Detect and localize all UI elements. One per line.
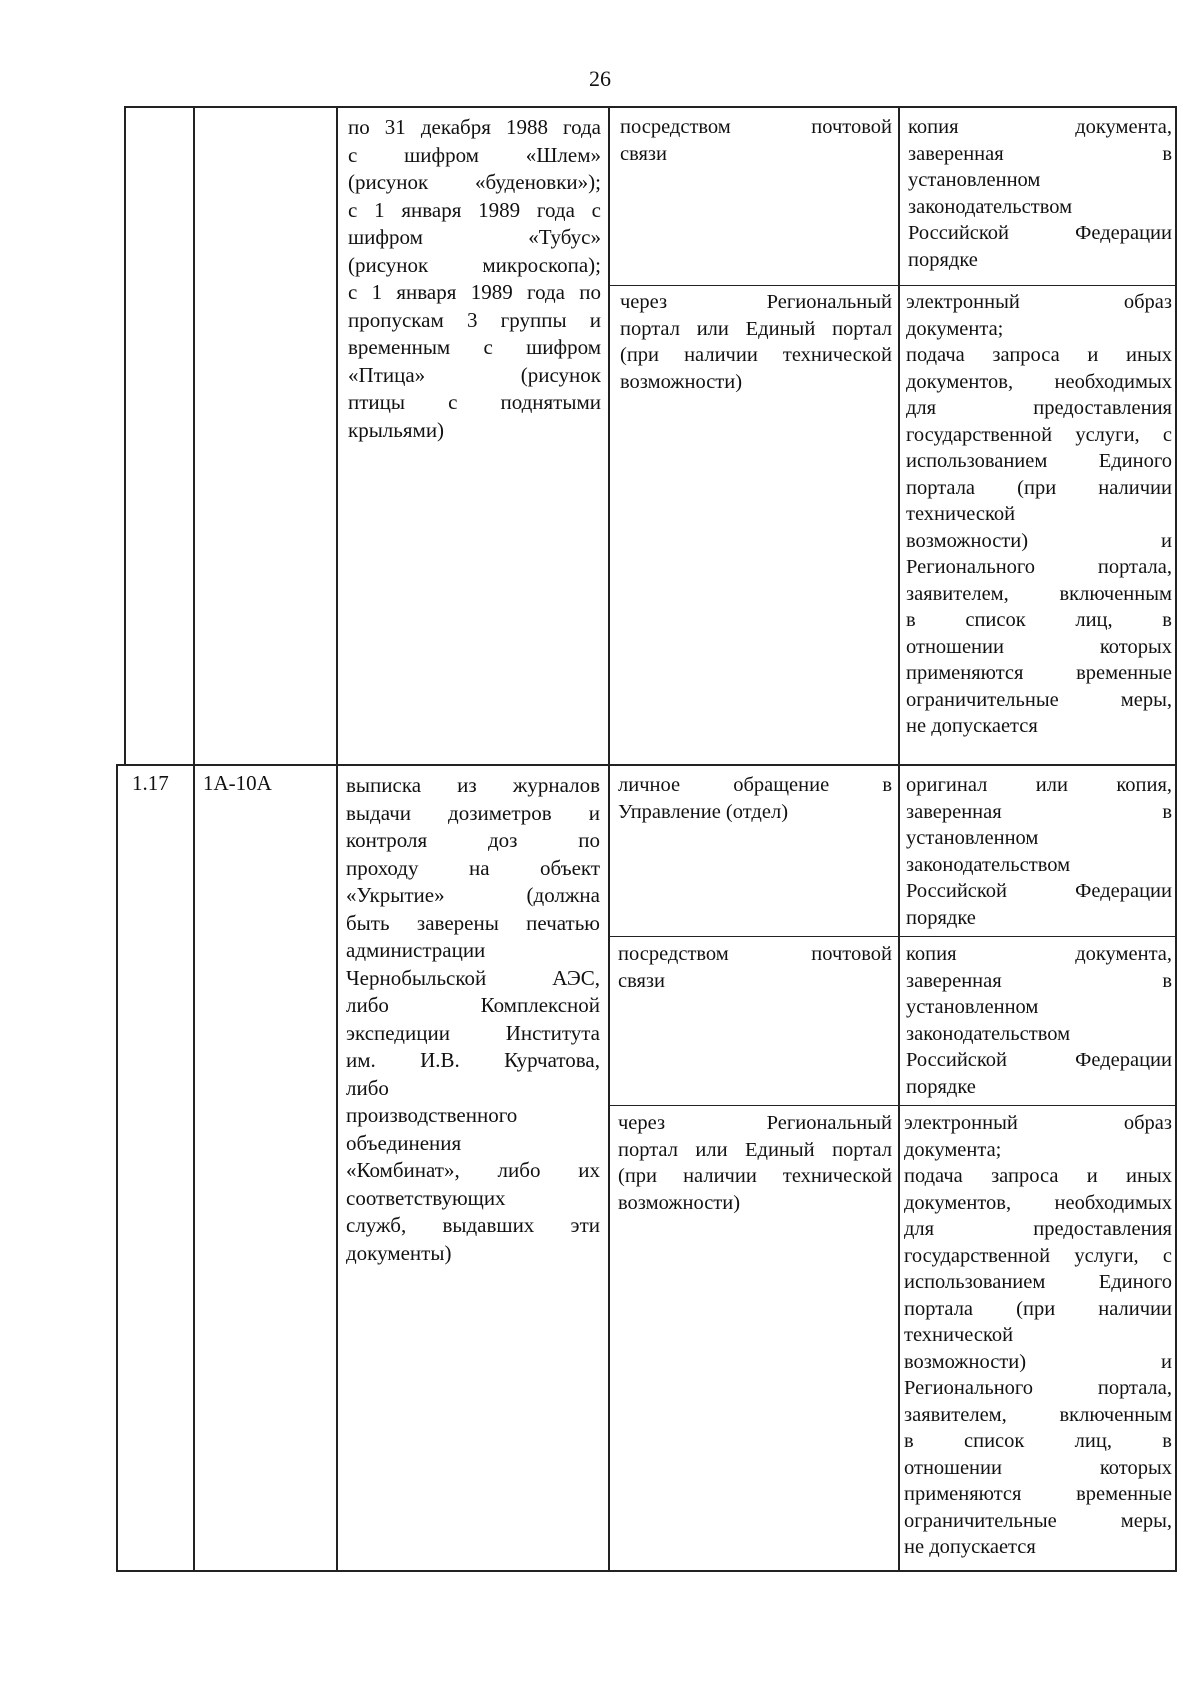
col-border-1b [116,764,118,1572]
text-line: крыльями) [348,417,445,442]
text-line: возможности) и [906,529,1172,552]
text-line: портал или Единый портал [618,1138,892,1161]
text-line: контроля доз по [346,828,600,852]
text-line: «Укрытие» (должна [346,883,600,907]
text-line: (при наличии технической [618,1165,892,1187]
text-line: для предоставления [906,397,1172,419]
text-line: проходу на объект [346,855,600,880]
form-cell [906,772,1172,931]
text-line: либо [346,1075,389,1100]
text-line: порядке [906,1075,976,1098]
text-line: документа; [906,317,1004,340]
text-line: заверенная в [906,800,1172,823]
text-line: Российской Федерации [906,880,1172,902]
text-line: государственной услуги, с [904,1244,1172,1267]
text-line: отношении которых [904,1456,1172,1479]
text-line: администрации [346,938,486,962]
text-line: технической [906,503,1016,525]
text-line: с 1 января 1989 года с [348,197,601,222]
text-line: установленном [906,827,1039,849]
text-line: установленном [906,996,1039,1018]
text-line: портала (при наличии [904,1297,1172,1320]
text-line: возможности) [618,1191,741,1214]
method-cell [618,1110,892,1216]
text-line: выписка из журналов [346,773,600,797]
text-line: электронный образ [906,291,1172,313]
document-cell [346,772,600,1267]
text-line: Чернобыльской АЭС, [346,965,600,990]
text-line: связи [618,969,666,992]
text-line: по 31 декабря 1988 года [348,115,601,139]
text-line: через Региональный [618,1112,892,1134]
col-border-2 [193,106,195,1572]
text-line: (рисунок «буденовки»); [348,170,601,194]
text-line: порядке [908,248,978,271]
text-line: применяются временные [906,662,1172,684]
subrow-divider [608,936,1176,937]
text-line: личное обращение в [618,774,892,796]
text-line: заявителем, включенным [904,1403,1172,1426]
text-line: с 1 января 1989 года по [348,280,601,304]
row-divider [116,764,1176,766]
table-bottom-border [116,1570,1176,1572]
text-line: использованием Единого [904,1271,1172,1293]
page-number: 26 [589,66,611,91]
row-code: 1А-10А [203,771,272,795]
method-cell [618,941,892,994]
text-line: не допускается [904,1536,1036,1558]
col-border-1 [124,106,126,766]
text-line: в список лиц, в [906,609,1172,631]
text-line: для предоставления [904,1218,1172,1240]
form-cell [904,1110,1172,1561]
col-border-4 [608,106,610,1572]
text-line: Управление (отдел) [618,800,789,823]
text-line: документов, необходимых [904,1191,1172,1214]
text-line: портал или Единый портал [620,317,892,340]
text-line: отношении которых [906,635,1172,658]
table-top-border [124,106,1176,108]
text-line: порядке [906,906,976,929]
text-line: либо Комплексной [346,993,600,1017]
text-line: оригинал или копия, [906,774,1172,796]
text-line: ограничительные меры, [904,1509,1172,1532]
text-line: в список лиц, в [904,1430,1172,1452]
text-line: заверенная в [906,969,1172,992]
text-line: пропускам 3 группы и [348,307,601,332]
col-border-5 [898,106,900,1572]
text-line: Регионального портала, [904,1377,1172,1399]
text-line: посредством почтовой [618,943,892,965]
text-line: экспедиции Института [346,1020,600,1045]
text-line: птицы с поднятыми [348,390,601,414]
text-line: с шифром «Шлем» [348,142,601,167]
text-line: возможности) [620,370,743,393]
text-line: подача запроса и иных [904,1165,1172,1187]
text-line: Российской Федерации [906,1049,1172,1071]
text-line: шифром «Тубус» [348,225,601,249]
subrow-divider [608,285,1176,286]
col-border-6 [1175,106,1177,1572]
text-line: электронный образ [904,1112,1172,1134]
text-line: через Региональный [620,291,892,313]
text-line: служб, выдавших эти [346,1213,600,1237]
text-line: соответствующих [346,1185,506,1210]
text-line: им. И.В. Курчатова, [346,1048,600,1072]
text-line: установленном [908,169,1041,191]
text-line: «Комбинат», либо их [346,1158,600,1182]
text-line: технической [904,1324,1014,1346]
text-line: временным с шифром [348,335,601,359]
text-line: законодательством [906,1022,1071,1045]
text-line: (рисунок микроскопа); [348,252,601,277]
text-line: Регионального портала, [906,556,1172,578]
text-line: копия документа, [908,116,1172,138]
text-line: документов, необходимых [906,370,1172,393]
text-line: (при наличии технической [620,344,892,366]
document-cell [348,114,601,444]
row-number: 1.17 [132,771,169,795]
text-line: «Птица» (рисунок [348,362,601,387]
text-line: применяются временные [904,1483,1172,1505]
text-line: не допускается [906,715,1038,737]
method-cell [620,114,892,167]
method-cell [618,772,892,825]
text-line: связи [620,142,668,165]
text-line: заверенная в [908,142,1172,165]
text-line: посредством почтовой [620,116,892,138]
form-cell [906,289,1172,740]
text-line: копия документа, [906,943,1172,965]
text-line: заявителем, включенным [906,582,1172,605]
text-line: производственного [346,1103,518,1127]
form-cell [906,941,1172,1100]
text-line: объединения [346,1130,462,1155]
text-line: Российской Федерации [908,222,1172,244]
text-line: использованием Единого [906,450,1172,472]
text-line: государственной услуги, с [906,423,1172,446]
text-line: подача запроса и иных [906,344,1172,366]
text-line: быть заверены печатью [346,910,600,935]
form-cell [908,114,1172,273]
text-line: документа; [904,1138,1002,1161]
text-line: портала (при наличии [906,476,1172,499]
method-cell [620,289,892,395]
text-line: возможности) и [904,1350,1172,1373]
text-line: законодательством [906,853,1071,876]
text-line: законодательством [908,195,1073,218]
subrow-divider [608,1105,1176,1106]
text-line: выдачи дозиметров и [346,800,600,825]
text-line: документы) [346,1240,452,1265]
col-border-3 [336,106,338,1572]
text-line: ограничительные меры, [906,688,1172,711]
